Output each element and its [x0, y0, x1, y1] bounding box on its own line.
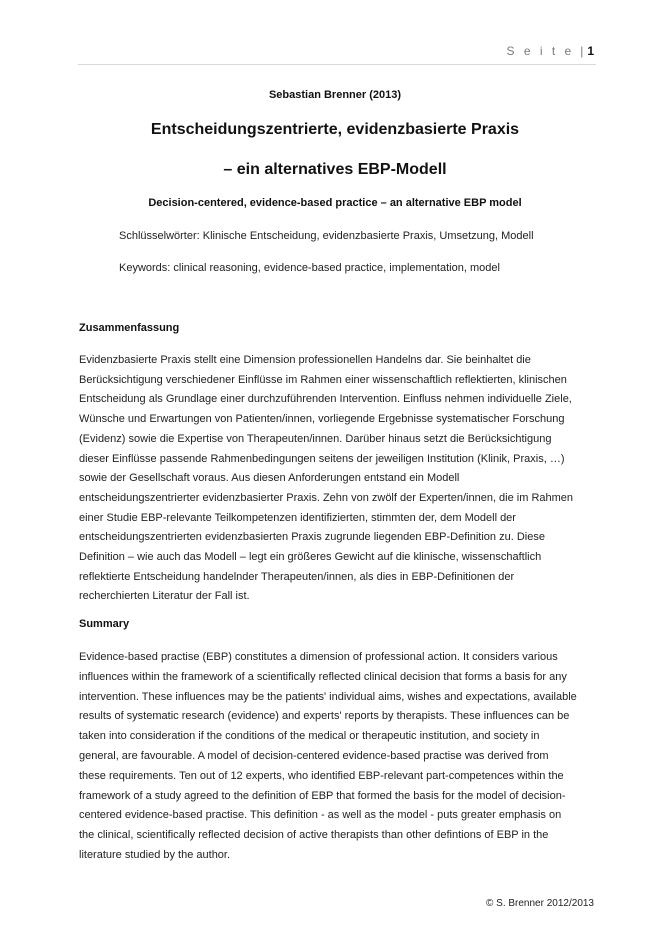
abstract-german-line: Wünsche und Erwartungen von Patienten/innen, vorliegende Ergebnisse systematischer Forschung — [79, 413, 565, 426]
abstract-german-line: Entscheidung als Grundlage einer durchzuführenden Intervention. Einfluss nehmen individuelle Ziele, — [79, 393, 572, 406]
abstract-german-line: Evidenzbasierte Praxis stellt eine Dimension professionellen Handelns dar. Sie beinhaltet die — [79, 354, 531, 366]
abstract-german-line: dieser Einflüsse passende Rahmenbedingungen seitens der jeweiligen Institution (Klinik, Praxis, …) — [79, 452, 565, 465]
abstract-english-line: general, are favourable. A model of decision-centered evidence-based practise was derived from — [79, 749, 549, 762]
abstract-english-line: Evidence-based practise (EBP) constitutes a dimension of professional action. It considers various — [79, 651, 558, 663]
header-separator: | — [580, 44, 584, 58]
abstract-german-line: Definition – wie auch das Modell – legt ein größeres Gewicht auf die klinische, wissenschaftlich — [79, 551, 542, 564]
author-line: Sebastian Brenner (2013) — [268, 89, 402, 101]
abstract-english-line: the clinical, scientifically reflected decision of active therapists than other defintions of EBP in the — [79, 829, 549, 842]
abstract-english-line: framework of a study agreed to the definition of EBP that formed the basis for the model of decision- — [79, 789, 566, 802]
title-line-2: – ein alternatives EBP-Modell — [223, 161, 447, 178]
abstract-english-line: influences within the framework of a scientifically reflected clinical decision that forms a basis for any — [79, 670, 567, 683]
copyright-footer: © S. Brenner 2012/2013 — [486, 898, 594, 909]
abstract-english — [79, 648, 599, 866]
abstract-english-line: taken into consideration if the conditions of the medical or therapeutic institution, and society in — [79, 730, 540, 743]
abstract-english-line: these requirements. Ten out of 12 experts, who identified EBP-relevant part-competences within the — [79, 769, 564, 782]
abstract-german — [79, 351, 599, 607]
abstract-english-line: centered evidence-based practise. This definition - as well as the model - puts greater emphasis on — [79, 809, 562, 822]
abstract-german-line: (Evidenz) sowie die Expertise von Therapeuten/innen. Darüber hinaus setzt die Berücksichtigung — [79, 432, 552, 445]
abstract-english-line: intervention. These influences may be the patients' individual aims, wishes and expectations, available — [79, 690, 577, 703]
abstract-german-line: recherchierten Literatur der Fall ist. — [79, 590, 250, 603]
page-number: 1 — [587, 44, 594, 58]
abstract-german-line: entscheidungszentrierter evidenzbasierter Praxis. Zehn von zwölf der Experten/innen, die im Rahmen — [79, 491, 574, 504]
abstract-german-line: entscheidungszentrierten evidenzbasierten Praxis zugrunde liegenden EBP-Definition zu. Diese — [79, 531, 545, 544]
abstract-english-line: literature studied by the author. — [79, 848, 231, 861]
english-subtitle: Decision-centered, evidence-based practice – an alternative EBP model — [148, 197, 522, 209]
title-line-1: Entscheidungszentrierte, evidenzbasierte Praxis — [150, 121, 520, 138]
abstract-english-line: results of systematic research (evidence) and experts' reports by therapists. These influences can be — [79, 710, 570, 723]
keywords-german: Schlüsselwörter: Klinische Entscheidung, evidenzbasierte Praxis, Umsetzung, Modell — [119, 230, 534, 242]
header-divider — [78, 64, 596, 65]
section-title-summary: Summary — [79, 618, 130, 630]
abstract-german-line: Berücksichtigung verschiedener Einflüsse im Rahmen einer wissenschaftlich reflektierten, klinischen — [79, 373, 567, 386]
abstract-german-line: einer Studie EBP-relevante Teilkompetenzen identifizierten, stimmten der, dem Modell der — [79, 511, 516, 524]
keywords-english: Keywords: clinical reasoning, evidence-based practice, implementation, model — [119, 262, 500, 274]
section-title-zusammenfassung: Zusammenfassung — [79, 322, 180, 334]
page-label: S e i t e — [506, 44, 575, 58]
page-header — [507, 44, 595, 58]
abstract-german-line: reflektierte Entscheidung handelnder Therapeuten/innen, als dies in EBP-Definitionen der — [79, 570, 515, 583]
abstract-german-line: sowie der Gesellschaft voraus. Aus diesen Anforderungen entstand ein Modell — [79, 472, 460, 485]
